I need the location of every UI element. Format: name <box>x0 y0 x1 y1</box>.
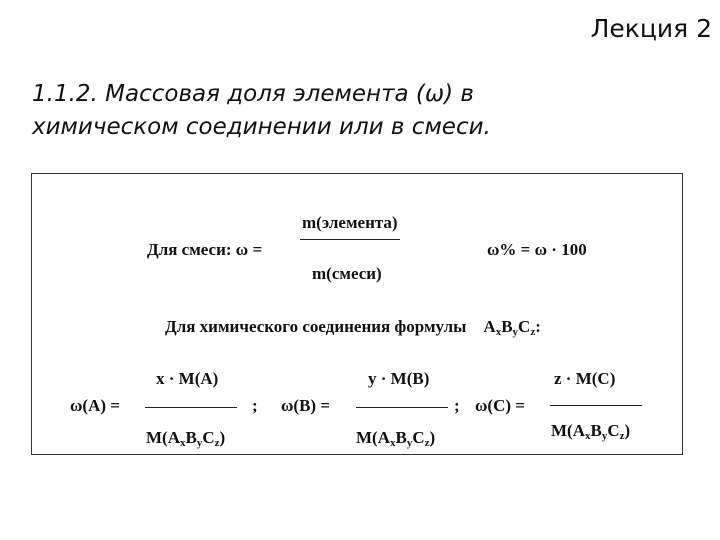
heading-line-1: 1.1.2. Массовая доля элемента (ω) в <box>32 81 474 107</box>
fraction-c-lhs: ω(C) = <box>475 396 525 415</box>
denominator-part: M(A <box>356 428 390 447</box>
fraction-b-separator: ; <box>454 396 460 415</box>
denominator-subscript: y <box>406 437 413 449</box>
formula-part: B <box>501 317 513 336</box>
denominator-part: C <box>412 428 425 447</box>
fraction-c-bar <box>550 405 642 406</box>
fraction-a-lhs: ω(A) = <box>70 396 120 415</box>
lecture-label: Лекция 2 <box>590 14 712 43</box>
heading-line-2: химическом соединении или в смеси. <box>32 114 491 140</box>
formula-box <box>31 173 683 455</box>
formula-part: C <box>518 317 531 336</box>
formula-subscript: y <box>512 326 519 338</box>
fraction-c-denominator <box>551 421 631 442</box>
formula-part: A <box>483 317 496 336</box>
denominator-subscript: x <box>179 437 186 449</box>
section-heading <box>32 78 592 144</box>
fraction-b-bar <box>356 407 448 408</box>
compound-caption <box>165 317 541 338</box>
denominator-subscript: y <box>601 430 608 442</box>
denominator-part: B <box>590 421 602 440</box>
mixture-denominator: m(смеси) <box>312 264 382 283</box>
denominator-part: ) <box>429 428 436 447</box>
formula-subscript: x <box>495 326 502 338</box>
denominator-part: M(A <box>146 428 180 447</box>
mixture-label: Для смеси: ω = <box>147 240 263 259</box>
denominator-subscript: y <box>196 437 203 449</box>
denominator-part: ) <box>624 421 631 440</box>
denominator-part: M(A <box>551 421 585 440</box>
denominator-subscript: x <box>389 437 396 449</box>
compound-formula <box>483 317 540 336</box>
fraction-a-denominator <box>146 428 226 449</box>
fraction-a-bar <box>145 407 237 408</box>
fraction-b-numerator: y · M(B) <box>368 369 430 388</box>
denominator-part: B <box>395 428 407 447</box>
mixture-fraction-bar <box>300 239 400 240</box>
denominator-part: ) <box>219 428 226 447</box>
denominator-part: C <box>202 428 215 447</box>
fraction-a-separator: ; <box>252 396 258 415</box>
denominator-subscript: z <box>424 437 430 449</box>
fraction-b-denominator <box>356 428 436 449</box>
denominator-part: B <box>185 428 197 447</box>
mixture-numerator: m(элемента) <box>302 213 398 232</box>
denominator-subscript: z <box>619 430 625 442</box>
formula-subscript: z <box>530 326 536 338</box>
fraction-b-lhs: ω(B) = <box>281 396 331 415</box>
percent-formula: ω% = ω · 100 <box>487 240 587 259</box>
denominator-subscript: z <box>214 437 220 449</box>
denominator-subscript: x <box>584 430 591 442</box>
denominator-part: C <box>607 421 620 440</box>
fraction-a-numerator: x · M(A) <box>156 369 219 388</box>
compound-caption-text: Для химического соединения формулы <box>165 317 467 336</box>
fraction-c-numerator: z · M(C) <box>554 369 616 388</box>
formula-part: : <box>535 317 541 336</box>
